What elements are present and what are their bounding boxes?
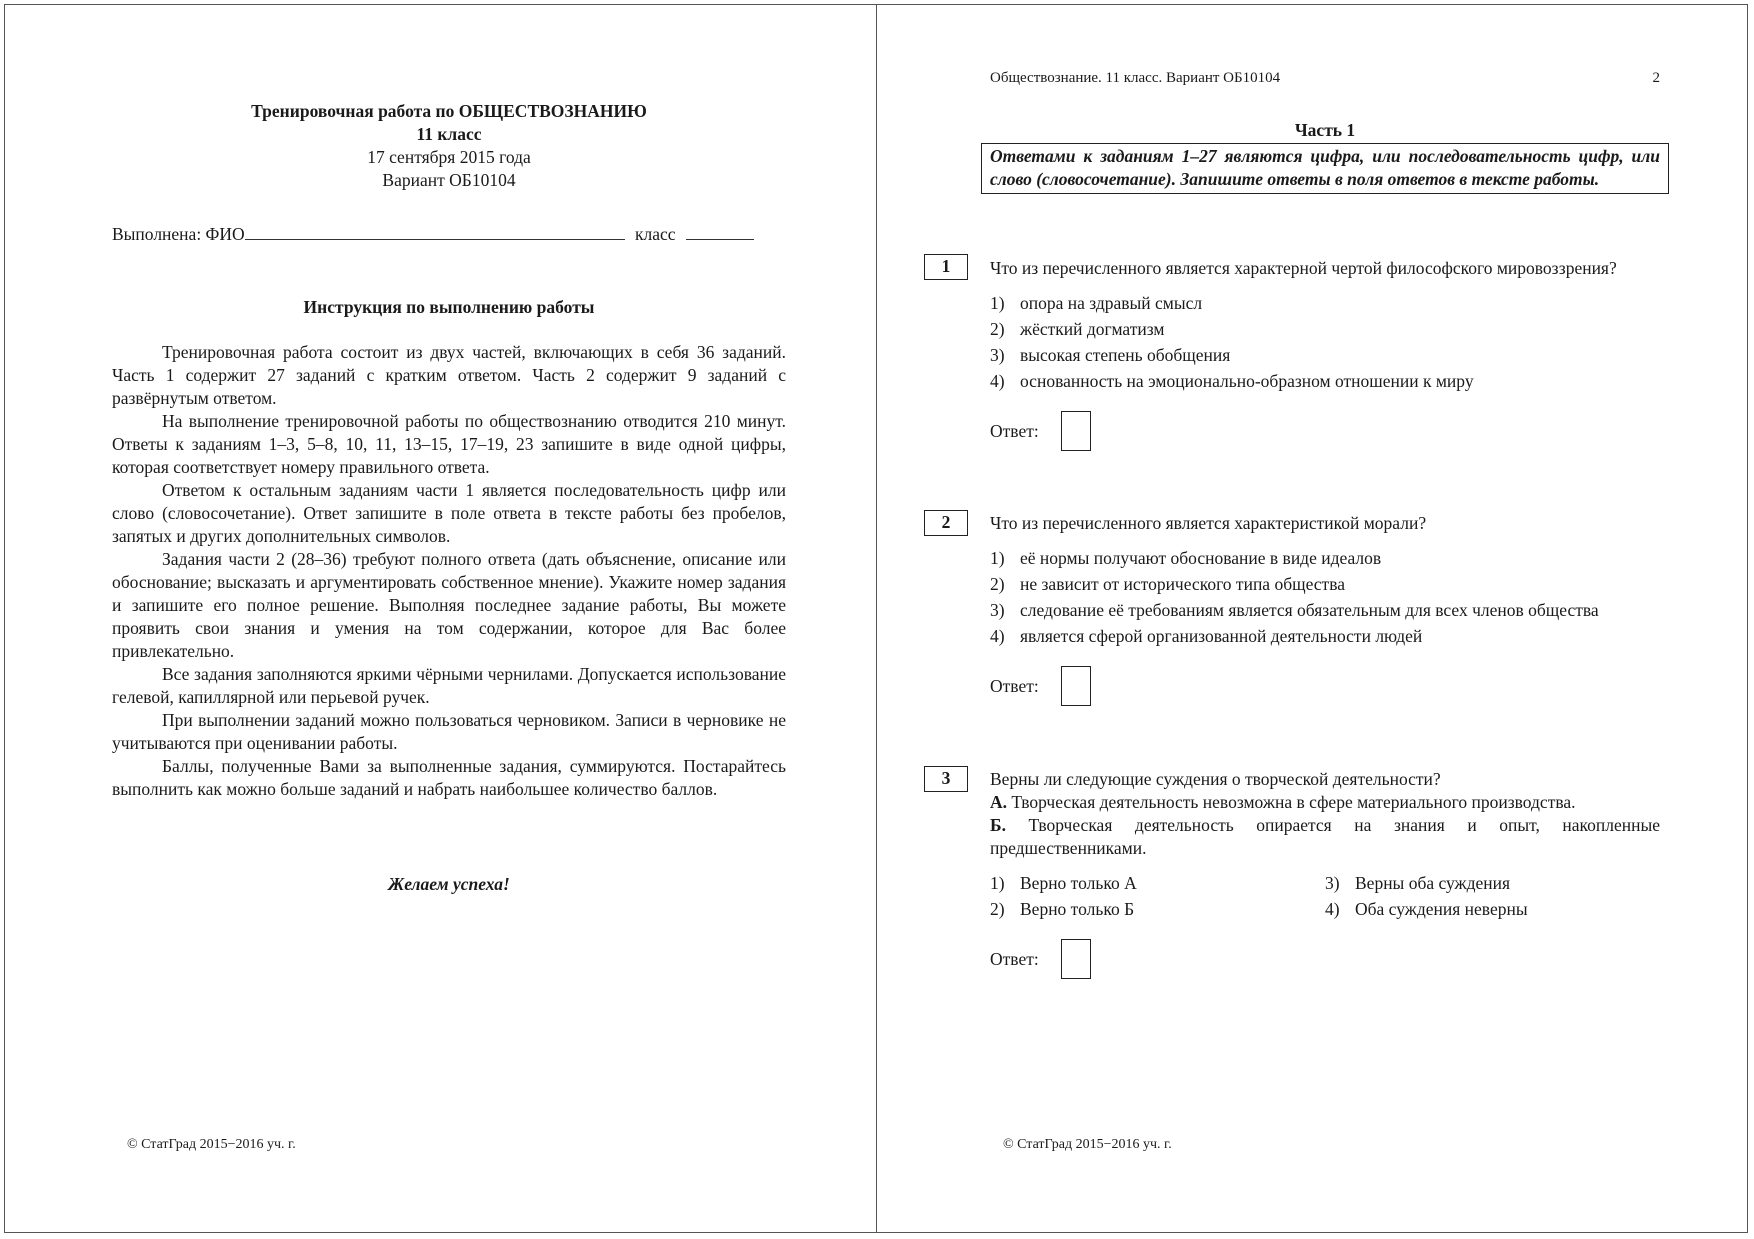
option-item <box>1325 898 1660 921</box>
fio-line <box>112 223 786 245</box>
answer-label: Ответ: <box>990 948 1039 969</box>
option-number: 3) <box>990 600 1005 620</box>
instruction-paragraph: На выполнение тренировочной работы по обществознанию отводится 210 минут. Ответы к заданиям 1–3, 5–8, 10, 11, 13–15, 17–19, 23 запишите в виде одной цифры, которая соответствует номеру правильного ответа. <box>112 411 786 477</box>
fio-label: Выполнена: ФИО <box>112 224 245 244</box>
option-number: 1) <box>990 873 1005 893</box>
left-page <box>112 0 786 1239</box>
option-item <box>1325 872 1660 895</box>
answer-label: Ответ: <box>990 675 1039 696</box>
option-number: 2) <box>990 574 1005 594</box>
option-text: опора на здравый смысл <box>1020 293 1203 313</box>
option-number: 2) <box>990 899 1005 919</box>
answer-box[interactable] <box>1061 939 1091 979</box>
instruction-paragraph: Баллы, полученные Вами за выполненные задания, суммируются. Постарайтесь выполнить как можно больше заданий и набрать наибольшее количество баллов. <box>112 756 786 799</box>
option-number: 4) <box>990 626 1005 646</box>
answer-row <box>990 411 1660 451</box>
option-number: 1) <box>990 293 1005 313</box>
option-item <box>990 599 1660 622</box>
option-number: 3) <box>1325 873 1340 893</box>
class-field[interactable] <box>686 223 754 240</box>
option-item <box>990 318 1660 341</box>
option-number: 3) <box>990 345 1005 365</box>
option-number: 4) <box>1325 899 1340 919</box>
right-page <box>941 0 1660 1239</box>
option-number: 1) <box>990 548 1005 568</box>
good-luck-wish: Желаем успеха! <box>388 874 510 894</box>
option-text: Верно только А <box>1020 873 1137 893</box>
class-label: класс <box>635 224 676 244</box>
page-number: 2 <box>1652 70 1660 86</box>
question-text: Верны ли следующие суждения о творческой деятельности? <box>990 769 1441 789</box>
answer-row <box>990 939 1660 979</box>
answer-label: Ответ: <box>990 420 1039 441</box>
variant-label: Вариант ОБ10104 <box>382 170 516 190</box>
question-number-box: 3 <box>924 766 968 792</box>
part-instructions-box: Ответами к заданиям 1–27 являются цифра, или последовательность цифр, или слово (словосочетание). Запишите ответы в поля ответов в тексте работы. <box>981 143 1669 194</box>
right-footer-copyright: © СтатГрад 2015−2016 уч. г. <box>1003 1137 1172 1152</box>
option-text: основанность на эмоционально-образном отношении к миру <box>1020 371 1474 391</box>
answer-box[interactable] <box>1061 411 1091 451</box>
option-item <box>990 898 1325 921</box>
fio-field[interactable] <box>245 223 625 240</box>
option-text: её нормы получают обоснование в виде идеалов <box>1020 548 1382 568</box>
judgement-b <box>990 814 1660 860</box>
answer-row <box>990 666 1660 706</box>
option-text: следование её требованиям является обязательным для всех членов общества <box>1020 600 1599 620</box>
option-item <box>990 573 1660 596</box>
question-number-box: 2 <box>924 510 968 536</box>
answer-box[interactable] <box>1061 666 1091 706</box>
question-text: Что из перечисленного является характеристикой морали? <box>990 513 1427 533</box>
option-text: является сферой организованной деятельности людей <box>1020 626 1423 646</box>
option-text: не зависит от исторического типа общества <box>1020 574 1345 594</box>
option-item <box>990 370 1660 393</box>
instruction-heading: Инструкция по выполнению работы <box>303 297 595 317</box>
page-spine-divider <box>876 4 877 1233</box>
option-text: Оба суждения неверны <box>1355 899 1528 919</box>
judgement-b-text: Творческая деятельность опирается на знания и опыт, накопленные предшественниками. <box>990 815 1660 858</box>
question-number-box: 1 <box>924 254 968 280</box>
instruction-paragraph: Задания части 2 (28–36) требуют полного ответа (дать объяснение, описание или обоснование; высказать и аргументировать собственное мнение). Укажите номер задания и запишите его полное решение. Выполняя последнее задание работы, Вы можете проявить свои знания и умения на том содержании, которое для Вас более привлекательно. <box>112 549 786 661</box>
work-title: Тренировочная работа по ОБЩЕСТВОЗНАНИЮ <box>251 101 647 121</box>
left-footer-copyright: © СтатГрад 2015−2016 уч. г. <box>127 1137 296 1152</box>
question-2 <box>990 512 1660 706</box>
question-text: Что из перечисленного является характерной чертой философского мировоззрения? <box>990 258 1617 278</box>
judgement-a-label: А. <box>990 792 1008 812</box>
judgement-b-label: Б. <box>990 815 1006 835</box>
option-text: жёсткий догматизм <box>1020 319 1165 339</box>
option-number: 4) <box>990 371 1005 391</box>
running-head <box>990 70 1660 87</box>
running-head-title: Обществознание. 11 класс. Вариант ОБ10104 <box>990 70 1281 86</box>
option-number: 2) <box>990 319 1005 339</box>
option-text: Верно только Б <box>1020 899 1135 919</box>
option-item <box>990 625 1660 648</box>
option-item <box>990 292 1660 315</box>
options-grid <box>990 872 1660 921</box>
instruction-paragraph: При выполнении заданий можно пользоваться черновиком. Записи в черновике не учитываются при оценивании работы. <box>112 710 786 753</box>
instruction-paragraph: Ответом к остальным заданиям части 1 является последовательность цифр или слово (словосочетание). Ответ запишите в поле ответа в тексте работы без пробелов, запятых и других дополнительных символов. <box>112 480 786 546</box>
option-item <box>990 547 1660 570</box>
instruction-paragraph: Тренировочная работа состоит из двух частей, включающих в себя 36 заданий. Часть 1 содержит 27 заданий с кратким ответом. Часть 2 содержит 9 заданий с развёрнутым ответом. <box>112 342 786 408</box>
option-text: высокая степень обобщения <box>1020 345 1231 365</box>
part-title: Часть 1 <box>1294 120 1356 140</box>
option-text: Верны оба суждения <box>1355 873 1511 893</box>
option-item <box>990 872 1325 895</box>
work-date: 17 сентября 2015 года <box>367 147 531 167</box>
title-block <box>112 100 786 192</box>
question-3 <box>990 768 1660 979</box>
judgement-a <box>990 791 1660 814</box>
question-1 <box>990 257 1660 451</box>
judgement-a-text: Творческая деятельность невозможна в сфере материального производства. <box>1011 792 1576 812</box>
grade-title: 11 класс <box>416 124 482 144</box>
options-list <box>990 292 1660 393</box>
instruction-paragraph: Все задания заполняются яркими чёрными чернилами. Допускается использование гелевой, капиллярной или перьевой ручек. <box>112 664 786 707</box>
options-list <box>990 547 1660 648</box>
option-item <box>990 344 1660 367</box>
instruction-body <box>112 341 786 801</box>
